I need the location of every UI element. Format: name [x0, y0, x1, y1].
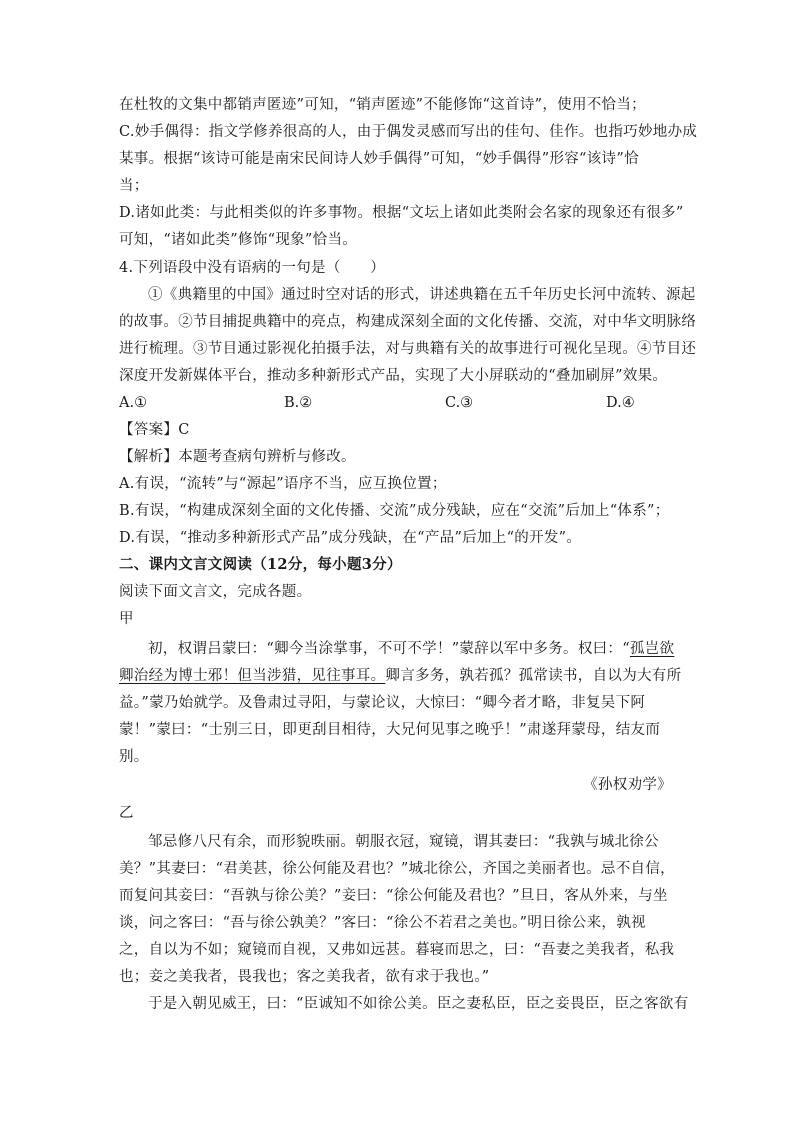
- q4-option-d: D.④: [606, 395, 635, 411]
- q4-stem: 4.下列语段中没有语病的一句是（ ）: [119, 260, 386, 276]
- q3-option-c-line: 当；: [119, 178, 149, 194]
- q4-option-a: A.①: [119, 395, 148, 411]
- passage-jia-line: 益。”蒙乃始就学。及鲁肃过寻阳，与蒙论议，大惊曰：“卿今者才略，非复吴下阿: [119, 695, 646, 711]
- passage-yi-line: 于是入朝见威王，曰：“臣诚知不如徐公美。臣之妻私臣，臣之妾畏臣，臣之客欲有: [148, 996, 689, 1012]
- section-heading: 二、课内文言文阅读（12分，每小题3分）: [119, 556, 402, 573]
- section-instruction: 阅读下面文言文，完成各题。: [119, 584, 312, 600]
- passage-jia-text: 初，权谓吕蒙曰：“卿今当涂掌事，不可不学！”蒙辞以军中多务。权曰：“: [148, 641, 630, 657]
- passage-jia-label: 甲: [119, 611, 134, 627]
- underlined-sentence: 卿治经为博士邪！但当涉猎，见往事耳。: [119, 668, 386, 684]
- q4-analysis-line: A.有误，“流转”与“源起”语序不当，应互换位置；: [119, 476, 447, 492]
- passage-yi-line: 之，自以为不如；窥镜而自视，又弗如远甚。暮寝而思之，曰：“吾妻之美我者，私我: [119, 942, 675, 958]
- underlined-sentence: 孤岂欲: [629, 641, 675, 657]
- q4-analysis-line: B.有误，“构建成深刻全面的文化传播、交流”成分残缺，应在“交流”后加上“体系”；: [119, 503, 670, 519]
- q4-passage-line: ①《典籍里的中国》通过时空对话的形式，讲述典籍在五千年历史长河中流转、源起: [148, 287, 696, 303]
- passage-jia-source: 《孙权劝学》: [583, 777, 672, 793]
- q3-option-c-line: 某事。根据“该诗可能是南宋民间诗人妙手偶得”可知，“妙手偶得”形容“该诗”恰: [119, 151, 639, 167]
- q3-text-line: 在杜牧的文集中都销声匿迹”可知，“销声匿迹”不能修饰“这首诗”，使用不恰当；: [119, 97, 646, 113]
- passage-jia-line: [148, 639, 708, 659]
- q4-answer: 【答案】C: [119, 422, 190, 438]
- q3-option-d-line: D.诸如此类：与此相类似的许多事物。根据“文坛上诸如此类附会名家的现象还有很多”: [119, 205, 684, 221]
- passage-jia-line: 蒙！”蒙曰：“士别三日，即更刮目相待，大兄何见事之晚乎！”肃遂拜蒙母，结友而: [119, 722, 661, 738]
- q4-option-b: B.②: [284, 395, 313, 411]
- passage-yi-line: 邹忌修八尺有余，而形貌昳丽。朝服衣冠，窥镜，谓其妻曰：“我孰与城北徐公: [148, 834, 659, 850]
- q4-analysis-line: D.有误，“推动多种新形式产品”成分残缺，在“产品”后加上“的开发”。: [119, 530, 582, 546]
- q4-option-c: C.③: [445, 395, 474, 411]
- passage-yi-line: 谈，问之客曰：“吾与徐公孰美？”客曰：“徐公不若君之美也。”明日徐公来，孰视: [119, 915, 646, 931]
- passage-yi-line: 美？”其妻曰：“君美甚，徐公何能及君也？”城北徐公，齐国之美丽者也。忌不自信，: [119, 861, 675, 877]
- q3-option-d-line: 可知，“诸如此类”修饰“现象”恰当。: [119, 232, 358, 248]
- q4-analysis-line: 【解析】本题考查病句辨析与修改。: [119, 449, 356, 465]
- passage-jia-line: [119, 666, 682, 686]
- passage-yi-label: 乙: [119, 805, 134, 821]
- passage-jia-line: 别。: [119, 749, 149, 765]
- q4-passage-line: 的故事。②节目捕捉典籍中的亮点，构建成深刻全面的文化传播、交流，对中华文明脉络: [119, 314, 697, 330]
- passage-jia-text: 卿言多务，孰若孤？孤常读书，自以为大有所: [385, 668, 682, 684]
- passage-yi-line: 而复问其妾曰：“吾孰与徐公美？”妾曰：“徐公何能及君也？”旦日，客从外来，与坐: [119, 888, 668, 904]
- q4-passage-line: 进行梳理。③节目通过影视化拍摄手法，对与典籍有关的故事进行可视化呈现。④节目还: [119, 341, 697, 357]
- q3-option-c-line: C.妙手偶得：指文学修养很高的人，由于偶发灵感而写出的佳句、佳作。也指巧妙地办成: [119, 124, 698, 140]
- passage-yi-line: 也；妾之美我者，畏我也；客之美我者，欲有求于我也。”: [119, 969, 490, 985]
- q4-passage-line: 深度开发新媒体平台，推动多种新形式产品，实现了大小屏联动的“叠加刷屏”效果。: [119, 368, 668, 384]
